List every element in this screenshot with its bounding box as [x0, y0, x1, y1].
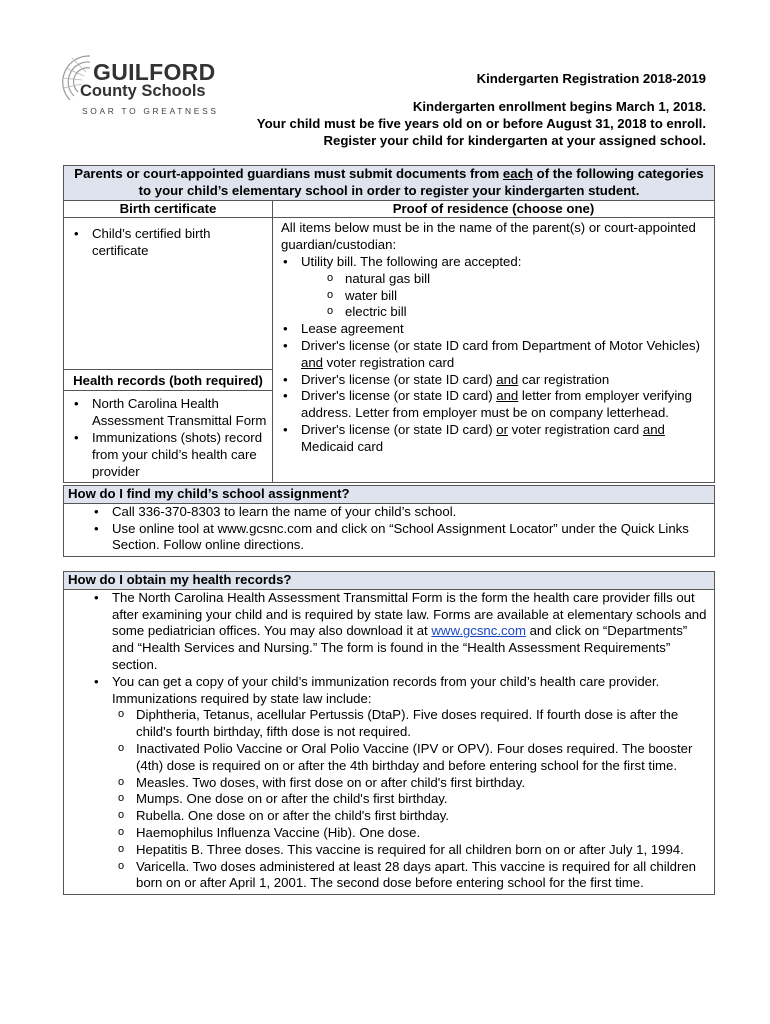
utility-electric: o electric bill	[321, 304, 710, 321]
assignment-online-tool: • Use online tool at www.gcsnc.com and click on “School Assignment Locator” under the Quick Links Section. Follow online directions.	[88, 521, 710, 555]
residence-lease: • Lease agreement	[277, 321, 710, 338]
age-requirement: Your child must be five years old on or before August 31, 2018 to enroll.	[256, 115, 706, 131]
residence-dl-employer	[277, 388, 710, 422]
required-documents-table	[63, 165, 715, 483]
immunization-item: o Measles. Two doses, with first dose on or after child's first birthday.	[112, 775, 710, 792]
header-notice	[257, 99, 706, 149]
or-word: or	[496, 421, 508, 437]
page-title: Kindergarten Registration 2018-2019	[476, 71, 706, 86]
health-immunization-info	[88, 674, 710, 892]
immunization-item: o Hepatitis B. Three doses. This vaccine is required for all children born on or after July 1, 1994.	[112, 842, 710, 859]
birth-certificate-item: • Child’s certified birth certificate	[68, 226, 268, 260]
dl-emp-a: Driver's license (or state ID card)	[301, 388, 497, 404]
dl-voter-b: voter registration card	[323, 354, 455, 370]
residence-dl-voter	[277, 338, 710, 372]
intro-each: each	[502, 166, 533, 181]
dl-emp-b: letter from employer verifying address. Letter from employer must be on company letterhead.	[301, 388, 692, 421]
utility-gas: o natural gas bill	[321, 271, 710, 288]
intro-text-b: of the following categories to your child’s elementary school in order to register your kindergarten student.	[138, 166, 704, 198]
and-word: and	[496, 388, 519, 404]
school-assignment-answer	[64, 503, 715, 556]
logo-line1: GUILFORD	[93, 59, 216, 85]
health-item-immunizations: • Immunizations (shots) record from your child’s health care provider	[68, 430, 268, 480]
health-item-transmittal: • North Carolina Health Assessment Transmittal Form	[68, 396, 268, 430]
district-logo	[60, 50, 230, 120]
logo-line2: County Schools	[80, 82, 206, 100]
immunization-item: o Diphtheria, Tetanus, acellular Pertussis (DtaP). Five doses required. If fourth dose is after the child's fourth birthday, fifth dose is not required.	[112, 707, 710, 741]
utility-water: o water bill	[321, 288, 710, 305]
health-records-question: How do I obtain my health records?	[64, 572, 715, 590]
health-transmittal-info	[88, 590, 710, 674]
health-records-table	[63, 571, 715, 895]
dl-med-c: Medicaid card	[301, 438, 384, 454]
birth-certificate-header: Birth certificate	[64, 200, 273, 218]
school-assignment-table	[63, 485, 715, 557]
immunization-item: o Haemophilus Influenza Vaccine (Hib). One dose.	[112, 825, 710, 842]
intro-text-a: Parents or court-appointed guardians must submit documents from	[74, 166, 503, 181]
immunization-intro: You can get a copy of your child’s immunization records from your child’s health care provider. Immunizations required by state law include:	[112, 673, 660, 706]
and-word: and	[496, 371, 519, 387]
residence-header: Proof of residence (choose one)	[273, 200, 715, 218]
health-records-answer	[64, 589, 715, 894]
immunization-item: o Rubella. One dose on or after the child's first birthday.	[112, 808, 710, 825]
residence-dl-car	[277, 372, 710, 389]
left-column	[64, 218, 273, 483]
transmittal-text-b: and click on “Departments” and “Health Services and Nursing.” The form is found in the “Health Assessment Requirements” section.	[112, 623, 688, 672]
immunization-item: o Mumps. One dose on or after the child's first birthday.	[112, 791, 710, 808]
health-records-header: Health records (both required)	[64, 369, 272, 392]
school-assignment-question: How do I find my child’s school assignment?	[64, 486, 715, 504]
and-word: and	[642, 421, 665, 437]
enrollment-date: Kindergarten enrollment begins March 1, 2018.	[412, 99, 706, 114]
immunization-item: o Inactivated Polio Vaccine or Oral Polio Vaccine (IPV or OPV). Four doses required. The booster (4th) dose is required on or after the 4th birthday and before entering school for the first time.	[112, 741, 710, 775]
residence-dl-medicaid	[277, 422, 710, 456]
residence-column	[273, 218, 715, 483]
documents-intro	[64, 166, 715, 201]
residence-utility	[277, 254, 710, 321]
utility-label: Utility bill. The following are accepted:	[301, 253, 522, 269]
dl-car-a: Driver's license (or state ID card)	[301, 371, 497, 387]
register-instruction: Register your child for kindergarten at your assigned school.	[323, 132, 706, 148]
residence-intro: All items below must be in the name of the parent(s) or court-appointed guardian/custodian:	[281, 220, 696, 253]
transmittal-text-a: The North Carolina Health Assessment Transmittal Form is the form the health care provider fills out after examining your child and is required by state law. Forms are available at elementary schools and some pediatrician offices. You may also download it at	[112, 589, 707, 639]
logo-tagline: SOAR TO GREATNESS	[82, 106, 219, 116]
dl-voter-a: Driver's license (or state ID card from Department of Motor Vehicles)	[301, 337, 701, 353]
dl-med-b: voter registration card	[507, 421, 643, 437]
dl-car-b: car registration	[518, 371, 610, 387]
immunization-item: o Varicella. Two doses administered at least 28 days apart. This vaccine is required for all children born on or after April 1, 2001. The second dose before entering school for the first time.	[112, 859, 710, 893]
assignment-call: • Call 336-370-8303 to learn the name of your child’s school.	[88, 504, 710, 521]
gcsnc-link[interactable]: www.gcsnc.com	[431, 623, 526, 639]
dl-med-a: Driver's license (or state ID card)	[301, 421, 497, 437]
and-word: and	[301, 354, 324, 370]
